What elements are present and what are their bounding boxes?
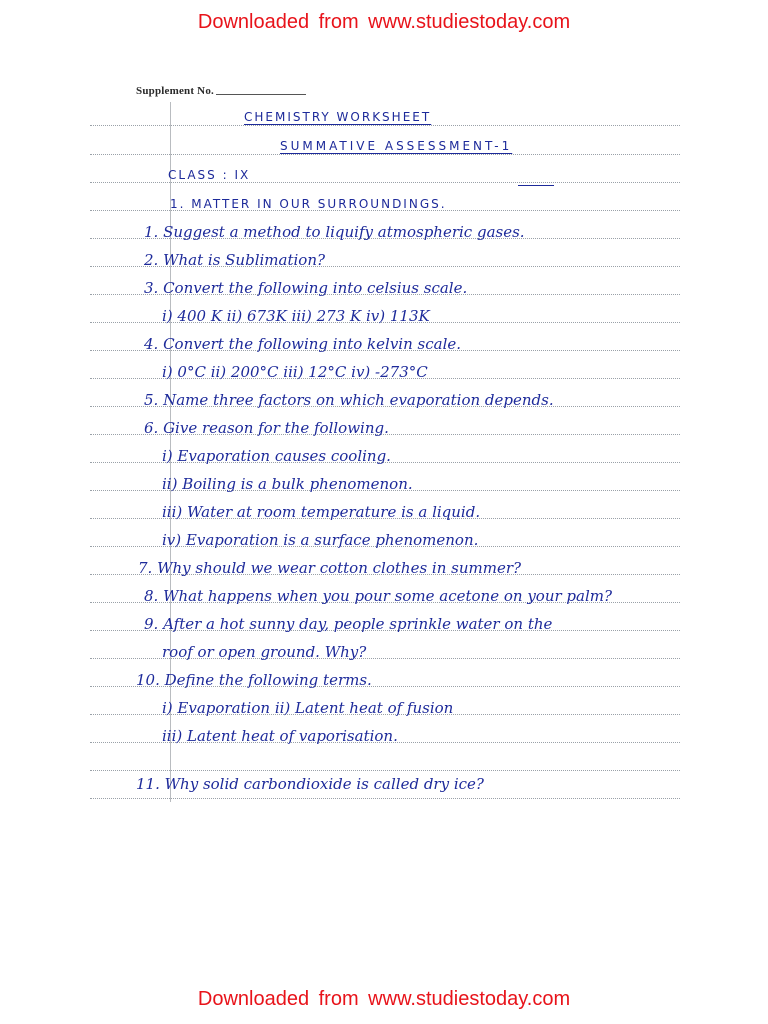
class-dash [518, 185, 554, 186]
supplement-label: Supplement No. [136, 85, 214, 97]
worksheet-subtitle: SUMMATIVE ASSESSMENT-1 [280, 139, 513, 153]
question-line: i) Evaporation ii) Latent heat of fusion [162, 699, 454, 717]
question-line: i) Evaporation causes cooling. [162, 447, 391, 465]
ruled-line [90, 798, 680, 799]
class-label: CLASS : IX [168, 168, 251, 182]
question-line: 2. What is Sublimation? [144, 251, 326, 269]
download-banner-bottom: Downloaded from www.studiestoday.com [197, 988, 571, 1010]
question-line: 10. Define the following terms. [136, 671, 372, 689]
question-line: iv) Evaporation is a surface phenomenon. [162, 531, 479, 549]
question-line: i) 400 K ii) 673K iii) 273 K iv) 113K [162, 307, 430, 325]
question-line: 1. Suggest a method to liquify atmospheric gases. [144, 223, 525, 241]
question-line: 11. Why solid carbondioxide is called dry ice? [136, 775, 484, 793]
question-line: 6. Give reason for the following. [144, 419, 389, 437]
question-line: ii) Boiling is a bulk phenomenon. [162, 475, 413, 493]
question-line: 4. Convert the following into kelvin scale. [144, 335, 462, 353]
question-line: 5. Name three factors on which evaporation depends. [144, 391, 554, 409]
question-line: i) 0°C ii) 200°C iii) 12°C iv) -273°C [162, 363, 428, 381]
question-line: 8. What happens when you pour some acetone on your palm? [144, 587, 613, 605]
question-line: iii) Water at room temperature is a liquid. [162, 503, 481, 521]
download-banner-top: Downloaded from www.studiestoday.com [197, 11, 571, 33]
worksheet-page [90, 80, 680, 805]
question-line: 7. Why should we wear cotton clothes in summer? [138, 559, 522, 577]
question-line: 3. Convert the following into celsius scale. [144, 279, 468, 297]
question-line: 9. After a hot sunny day, people sprinkle water on the [144, 615, 553, 633]
ruled-line [90, 770, 680, 771]
question-line: roof or open ground. Why? [162, 643, 367, 661]
worksheet-title: CHEMISTRY WORKSHEET [244, 110, 432, 124]
supplement-number-line [216, 94, 306, 95]
question-line: iii) Latent heat of vaporisation. [162, 727, 398, 745]
chapter-heading: 1. MATTER IN OUR SURROUNDINGS. [170, 197, 447, 211]
